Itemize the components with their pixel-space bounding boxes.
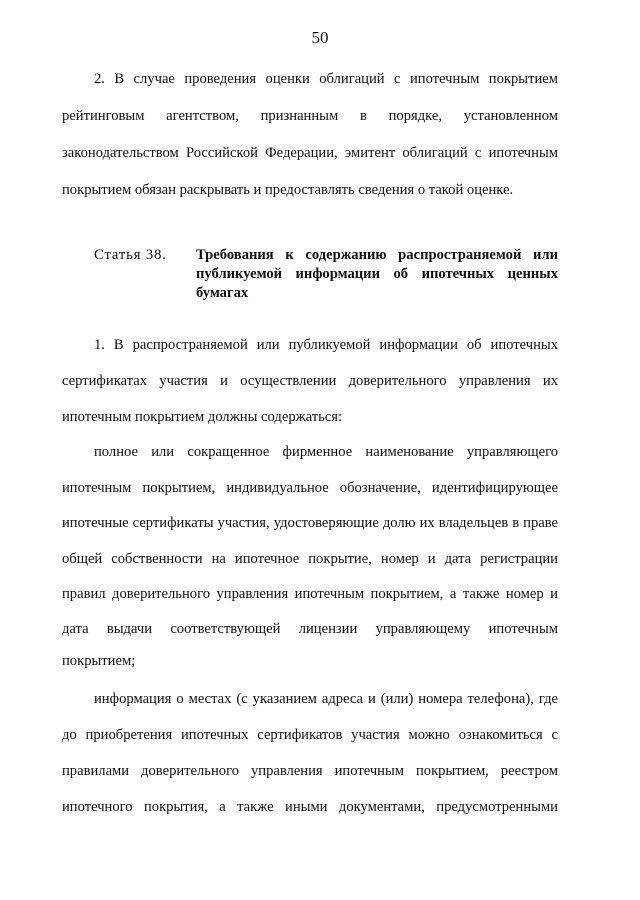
paragraph-line: полное или сокращенное фирменное наименование управляющего <box>94 444 558 460</box>
paragraph-line: правилами доверительного управления ипотечным покрытием, реестром <box>62 763 558 779</box>
paragraph-line: дата выдачи соответствующей лицензии управляющему ипотечным <box>62 621 558 637</box>
page-number: 50 <box>311 28 329 47</box>
paragraph-line: законодательством Российской Федерации, эмитент облигаций с ипотечным <box>62 145 558 161</box>
paragraph-line: ипотечного покрытия, а также иными документами, предусмотренными <box>62 799 558 815</box>
article-title-line: Требования к содержанию распространяемой или <box>196 247 558 263</box>
paragraph-line: 2. В случае проведения оценки облигаций с ипотечным покрытием <box>94 71 558 87</box>
paragraph-line: сертификатах участия и осуществлении доверительного управления их <box>62 373 558 389</box>
paragraph-line: до приобретения ипотечных сертификатов участия можно ознакомиться с <box>62 727 558 743</box>
paragraph-line: правил доверительного управления ипотечным покрытием, а также номер и <box>62 586 558 602</box>
paragraph-line: ипотечным покрытием должны содержаться: <box>62 409 343 425</box>
article-label: Статья 38. <box>94 247 167 263</box>
paragraph-line: рейтинговым агентством, признанным в порядке, установленном <box>62 108 558 124</box>
article-title-line: бумагах <box>196 285 249 301</box>
article-title-line: публикуемой информации об ипотечных ценных <box>196 266 558 282</box>
paragraph-line: ипотечным покрытием, индивидуальное обозначение, идентифицирующее <box>62 480 558 496</box>
paragraph-line: покрытием обязан раскрывать и предоставлять сведения о такой оценке. <box>62 182 514 198</box>
paragraph-line: информация о местах (с указанием адреса и (или) номера телефона), где <box>94 691 558 707</box>
paragraph-line: общей собственности на ипотечное покрытие, номер и дата регистрации <box>62 551 558 567</box>
paragraph-line: ипотечные сертификаты участия, удостоверяющие долю их владельцев в праве <box>62 515 558 531</box>
paragraph-line: 1. В распространяемой или публикуемой информации об ипотечных <box>94 337 558 353</box>
paragraph-line: покрытием; <box>62 653 136 669</box>
